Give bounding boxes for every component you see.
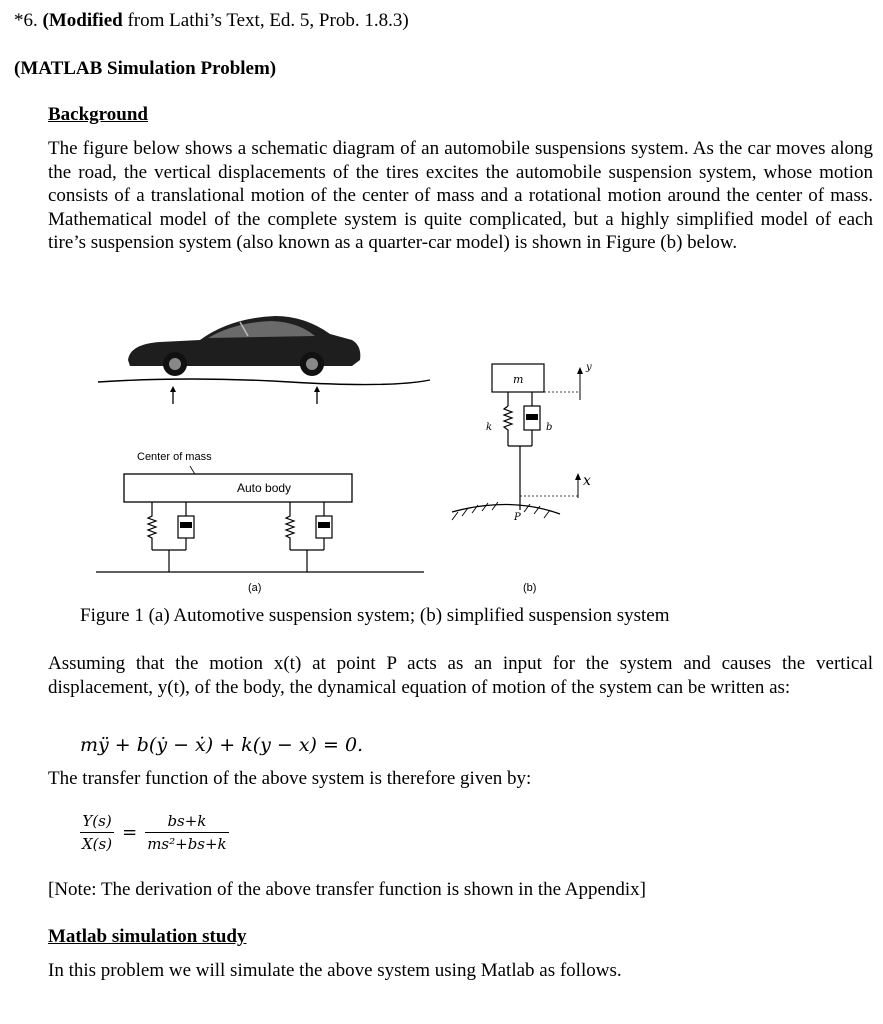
tf-lhs-fraction [80,812,114,853]
auto-body-label: Auto body [237,481,292,495]
problem-subtitle: (MATLAB Simulation Problem) [14,58,277,79]
car-illustration [98,316,430,404]
damper-b-label: b [546,422,553,433]
background-heading: Background [48,104,148,125]
transfer-function-intro: The transfer function of the above system is therefore given by: [48,768,532,789]
title-rest: from Lathi’s Text, Ed. 5, Prob. 1.8.3) [122,10,409,31]
x-label: x [583,473,591,489]
problem-title [14,10,409,32]
background-paragraph: The figure below shows a schematic diagram of an automobile suspensions system. As the car moves along the road, the vertical displacements of the tires excites the automobile suspension system, whose motion consists of a translational motion of the center of mass and a rotational motion around the center of mass. Mathematical model of the complete system is quite complicated, but a highly simplified model of each tire’s suspension system (also known as a quarter-car model) is shown in Figure (b) below. [48,138,873,253]
tf-rhs-fraction [145,812,228,853]
tf-lhs-numerator: Y(s) [80,812,114,833]
tf-rhs-numerator: bs+k [145,812,228,833]
auto-body-diagram [96,451,424,594]
matlab-heading: Matlab simulation study [48,926,247,947]
assumption-paragraph: Assuming that the motion x(t) at point P acts as an input for the system and causes the vertical displacement, y(t), of the body, the dynamical equation of motion of the system can be written as: [48,653,873,698]
center-of-mass-label: Center of mass [137,451,212,463]
spring-k-label: k [486,422,493,433]
suspension-figure [90,300,650,600]
mass-label: m [513,373,524,386]
tf-equals: = [122,822,138,843]
label-b: (b) [523,582,537,594]
equation-of-motion: mÿ + b(ẏ − ẋ) + k(y − x) = 0. [80,734,364,756]
point-p-label: P [514,512,521,523]
title-bold: (Modified [42,10,123,31]
problem-number: *6. [14,10,38,31]
matlab-paragraph: In this problem we will simulate the above system using Matlab as follows. [48,960,622,981]
transfer-function [80,812,229,853]
appendix-note: [Note: The derivation of the above transfer function is shown in the Appendix] [48,879,646,900]
tf-lhs-denominator: X(s) [82,835,113,853]
label-a: (a) [248,582,262,594]
tf-rhs-denominator: ms²+bs+k [147,835,227,853]
y-label: y [586,362,592,373]
figure-caption: Figure 1 (a) Automotive suspension system; (b) simplified suspension system [80,605,670,626]
quarter-car-diagram [452,362,592,594]
